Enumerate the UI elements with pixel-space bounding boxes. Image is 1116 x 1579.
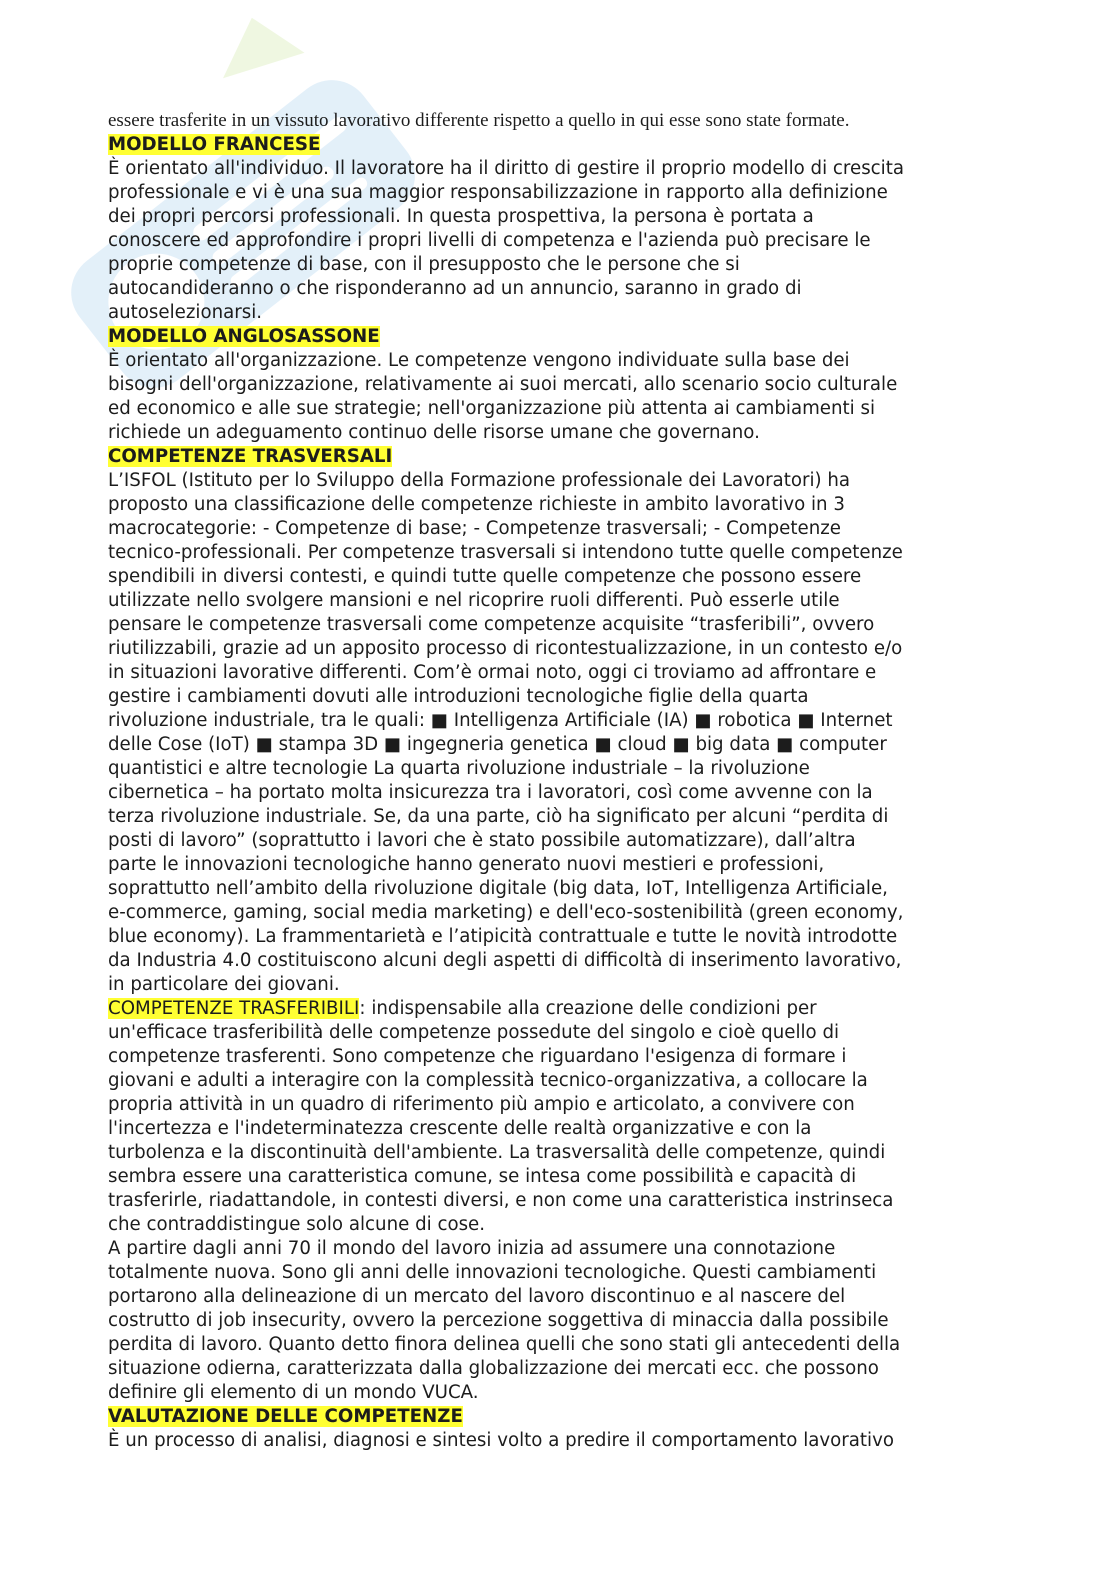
heading-competenze-trasferibili: COMPETENZE TRASFERIBILI [108,998,360,1019]
document-page [108,108,1018,1453]
text-line: da Industria 4.0 costituiscono alcuni degli aspetti di difficoltà di inserimento lavorativo, [108,950,902,971]
text-line: sembra essere una caratteristica comune, se intesa come possibilità e capacità di [108,1166,857,1187]
text-line: delle Cose (IoT) ■ stampa 3D ■ ingegneria genetica ■ cloud ■ big data ■ computer [108,734,887,755]
heading-valutazione-delle-competenze [108,1405,1018,1429]
text-line: spendibili in diversi contesti, e quindi tutte quelle competenze che possono essere [108,566,862,587]
text-line: È un processo di analisi, diagnosi e sintesi volto a predire il comportamento lavorativo [108,1430,894,1451]
text-line: un'efficace trasferibilità delle competenze possedute del singolo e cioè quello di [108,1022,840,1043]
text-line: utilizzate nello svolgere mansioni e nel ricoprire ruoli differenti. Può esserle utile [108,590,840,611]
heading-competenze-trasversali [108,445,1018,469]
section-competenze-trasferibili-body [108,1021,1018,1405]
text-line: cibernetica – ha portato molta insicurezza tra i lavoratori, così come avvenne con la [108,782,873,803]
heading-modello-anglosassone [108,325,1018,349]
section-modello-francese-body [108,157,1018,325]
text-line: l'incertezza e l'indeterminatezza crescente delle realtà organizzative e con la [108,1118,812,1139]
heading-highlight: MODELLO ANGLOSASSONE [108,326,380,347]
text-line: È orientato all'individuo. Il lavoratore ha il diritto di gestire il proprio modello di crescita [108,158,904,179]
text-line: È orientato all'organizzazione. Le competenze vengono individuate sulla base dei [108,350,850,371]
section-modello-anglosassone-body [108,349,1018,445]
text-line: proposto una classificazione delle competenze richieste in ambito lavorativo in 3 [108,494,845,515]
text-line: riutilizzabili, grazie ad un apposito processo di ricontestualizzazione, in un contesto e/o [108,638,903,659]
text-line: definire gli elemento di un mondo VUCA. [108,1382,479,1403]
text-line: competenze trasferenti. Sono competenze che riguardano l'esigenza di formare i [108,1046,847,1067]
text-line: rivoluzione industriale, tra le quali: ■ Intelligenza Artificiale (IA) ■ robotica ■ Internet [108,710,893,731]
heading-highlight: VALUTAZIONE DELLE COMPETENZE [108,1406,463,1427]
text-line: tecnico-professionali. Per competenze trasversali si intendono tutte quelle competenze [108,542,903,563]
text-line: macrocategorie: - Competenze di base; - Competenze trasversali; - Competenze [108,518,841,539]
heading-highlight: COMPETENZE TRASVERSALI [108,446,393,467]
text-line: turbolenza e la discontinuità dell'ambiente. La trasversalità delle competenze, quindi [108,1142,886,1163]
text-line: quantistici e altre tecnologie La quarta rivoluzione industriale – la rivoluzione [108,758,810,779]
text-line: terza rivoluzione industriale. Se, da una parte, ciò ha significato per alcuni “perdita di [108,806,889,827]
text-line: posti di lavoro” (soprattutto i lavori che è stato possibile automatizzare), dall’altra [108,830,856,851]
text-line: proprie competenze di base, con il presupposto che le persone che si [108,254,740,275]
text-fragment: : indispensabile alla creazione delle condizioni per [359,998,817,1019]
section-valutazione-body [108,1429,1018,1453]
text-line: in particolare dei giovani. [108,974,340,995]
heading-modello-francese [108,133,1018,157]
text-line: blue economy). La frammentarietà e l’atipicità contrattuale e tutte le novità introdotte [108,926,898,947]
text-line: parte le innovazioni tecnologiche hanno generato nuovi mestieri e professioni, [108,854,825,875]
text-line: professionale e vi è una sua maggior responsabilizzazione in rapporto alla definizione [108,182,888,203]
text-line: autocandideranno o che risponderanno ad un annuncio, saranno in grado di [108,278,802,299]
text-line: costrutto di job insecurity, ovvero la percezione soggettiva di minaccia dalla possibile [108,1310,889,1331]
text-line: giovani e adulti a interagire con la complessità tecnico-organizzativa, a collocare la [108,1070,868,1091]
intro-line: essere trasferite in un vissuto lavorativo differente rispetto a quello in qui esse sono state formate. [108,110,850,131]
competenze-trasferibili-first-line [108,997,1018,1021]
text-line: pensare le competenze trasversali come competenze acquisite “trasferibili”, ovvero [108,614,875,635]
text-line: autoselezionarsi. [108,302,263,323]
text-line: ed economico e alle sue strategie; nell'organizzazione più attenta ai cambiamenti si [108,398,876,419]
text-line: L’ISFOL (Istituto per lo Sviluppo della Formazione professionale dei Lavoratori) ha [108,470,851,491]
text-line: gestire i cambiamenti dovuti alle introduzioni tecnologiche figlie della quarta [108,686,809,707]
text-line: conoscere ed approfondire i propri livelli di competenza e l'azienda può precisare le [108,230,871,251]
text-line: in situazioni lavorative differenti. Com’è ormai noto, oggi ci troviamo ad affrontare e [108,662,877,683]
text-line: totalmente nuova. Sono gli anni delle innovazioni tecnologiche. Questi cambiamenti [108,1262,877,1283]
text-line: e-commerce, gaming, social media marketing) e dell'eco-sostenibilità (green economy, [108,902,904,923]
section-competenze-trasversali-body [108,469,1018,997]
text-line: dei propri percorsi professionali. In questa prospettiva, la persona è portata a [108,206,814,227]
heading-highlight: MODELLO FRANCESE [108,134,321,155]
text-line: propria attività in un quadro di riferimento più ampio e articolato, a convivere con [108,1094,855,1115]
text-line: che contraddistingue solo alcune di cose. [108,1214,486,1235]
text-line: portarono alla delineazione di un mercato del lavoro discontinuo e al nascere del [108,1286,846,1307]
text-line: A partire dagli anni 70 il mondo del lavoro inizia ad assumere una connotazione [108,1238,836,1259]
text-line: perdita di lavoro. Quanto detto finora delinea quelli che sono stati gli antecedenti della [108,1334,901,1355]
text-line: bisogni dell'organizzazione, relativamente ai suoi mercati, allo scenario socio culturale [108,374,898,395]
text-line: richiede un adeguamento continuo delle risorse umane che governano. [108,422,760,443]
text-line: soprattutto nell’ambito della rivoluzione digitale (big data, IoT, Intelligenza Artificiale, [108,878,888,899]
text-line: trasferirle, riadattandole, in contesti diversi, e non come una caratteristica instrinseca [108,1190,894,1211]
text-line: situazione odierna, caratterizzata dalla globalizzazione dei mercati ecc. che possono [108,1358,879,1379]
